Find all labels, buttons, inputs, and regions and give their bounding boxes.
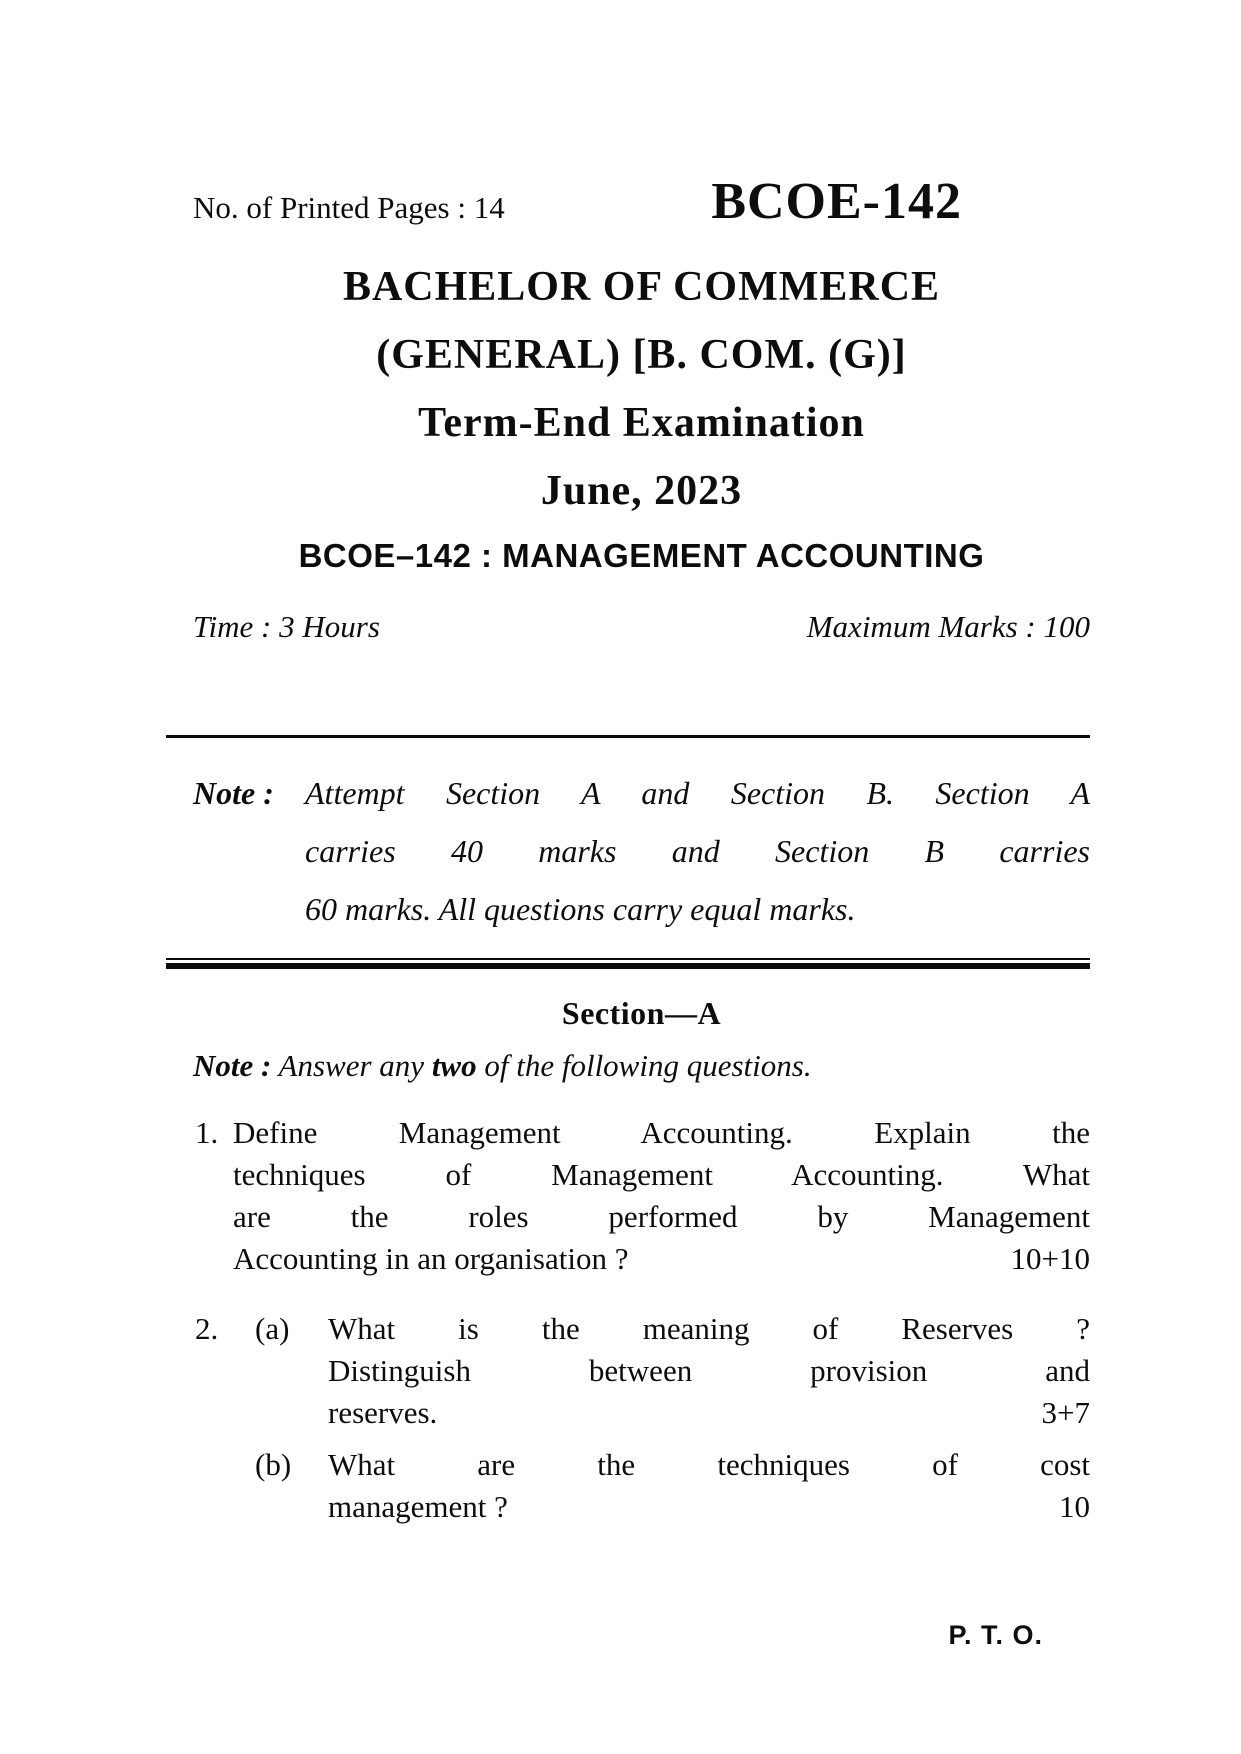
exam-session: June, 2023 bbox=[540, 468, 743, 514]
time-marks-row bbox=[193, 609, 1090, 645]
question-2-part-b bbox=[233, 1444, 1090, 1528]
question-2-part-a-marks: 3+7 bbox=[1041, 1395, 1090, 1430]
question-2-part-a-line: What is the meaning of Reserves ? bbox=[328, 1311, 1090, 1346]
question-2-body bbox=[233, 1308, 1090, 1528]
section-a-note-prefix: Answer any bbox=[278, 1048, 425, 1083]
question-2-number: 2. bbox=[195, 1311, 219, 1346]
question-2-part-b-marks: 10 bbox=[1059, 1489, 1090, 1524]
divider-single-rule bbox=[166, 735, 1090, 738]
question-1-last-text: Accounting in an organisation ? bbox=[233, 1241, 629, 1276]
general-note-line: 60 marks. All questions carry equal marks. bbox=[305, 891, 856, 927]
maximum-marks: Maximum Marks : 100 bbox=[806, 609, 1090, 644]
section-a-note bbox=[193, 1048, 1090, 1084]
section-a-heading: Section—A bbox=[561, 995, 722, 1031]
general-note-line: Attempt Section A and Section B. Section A bbox=[305, 775, 1090, 811]
question-1 bbox=[193, 1112, 1090, 1280]
question-1-line: are the roles performed by Management bbox=[233, 1199, 1090, 1234]
programme-title-line-1: BACHELOR OF COMMERCE bbox=[342, 264, 941, 310]
general-note-line: carries 40 marks and Section B carries bbox=[305, 833, 1090, 869]
paper-code: BCOE-142 bbox=[711, 173, 962, 230]
question-1-number: 1. bbox=[195, 1115, 219, 1150]
question-2-part-a bbox=[233, 1308, 1090, 1434]
title-block bbox=[193, 253, 1090, 525]
question-1-marks: 10+10 bbox=[1010, 1241, 1090, 1276]
question-2-part-b-last-line bbox=[328, 1486, 1090, 1528]
question-2-part-a-line: Distinguish between provision and bbox=[328, 1353, 1090, 1388]
question-2-part-a-last-line bbox=[328, 1392, 1090, 1434]
header-row bbox=[193, 172, 1090, 231]
question-2-part-b-label: (b) bbox=[255, 1447, 292, 1482]
general-note-label: Note : bbox=[193, 775, 274, 811]
question-2 bbox=[193, 1308, 1090, 1528]
question-2-part-a-last-text: reserves. bbox=[328, 1395, 438, 1430]
programme-title-line-2: (GENERAL) [B. COM. (G)] bbox=[376, 332, 907, 378]
section-a-note-emphasis: two bbox=[431, 1048, 477, 1083]
question-1-line: Define Management Accounting. Explain the bbox=[233, 1115, 1090, 1150]
question-2-part-a-label: (a) bbox=[255, 1311, 290, 1346]
general-note bbox=[193, 764, 1090, 938]
question-1-line: techniques of Management Accounting. What bbox=[233, 1157, 1090, 1192]
course-title: BCOE–142 : MANAGEMENT ACCOUNTING bbox=[298, 537, 985, 574]
question-1-last-line bbox=[233, 1238, 1090, 1280]
question-2-part-b-last-text: management ? bbox=[328, 1489, 508, 1524]
question-2-part-b-line: What are the techniques of cost bbox=[328, 1447, 1090, 1482]
section-a-note-label: Note : bbox=[193, 1048, 272, 1083]
exam-title: Term-End Examination bbox=[418, 400, 865, 446]
time-allowed: Time : 3 Hours bbox=[193, 609, 380, 644]
printed-pages-label: No. of Printed Pages : 14 bbox=[193, 190, 505, 225]
divider-double-rule bbox=[166, 958, 1090, 969]
pto-label: P. T. O. bbox=[948, 1620, 1043, 1650]
section-a-note-suffix: of the following questions. bbox=[476, 1048, 812, 1083]
question-1-body bbox=[233, 1112, 1090, 1280]
